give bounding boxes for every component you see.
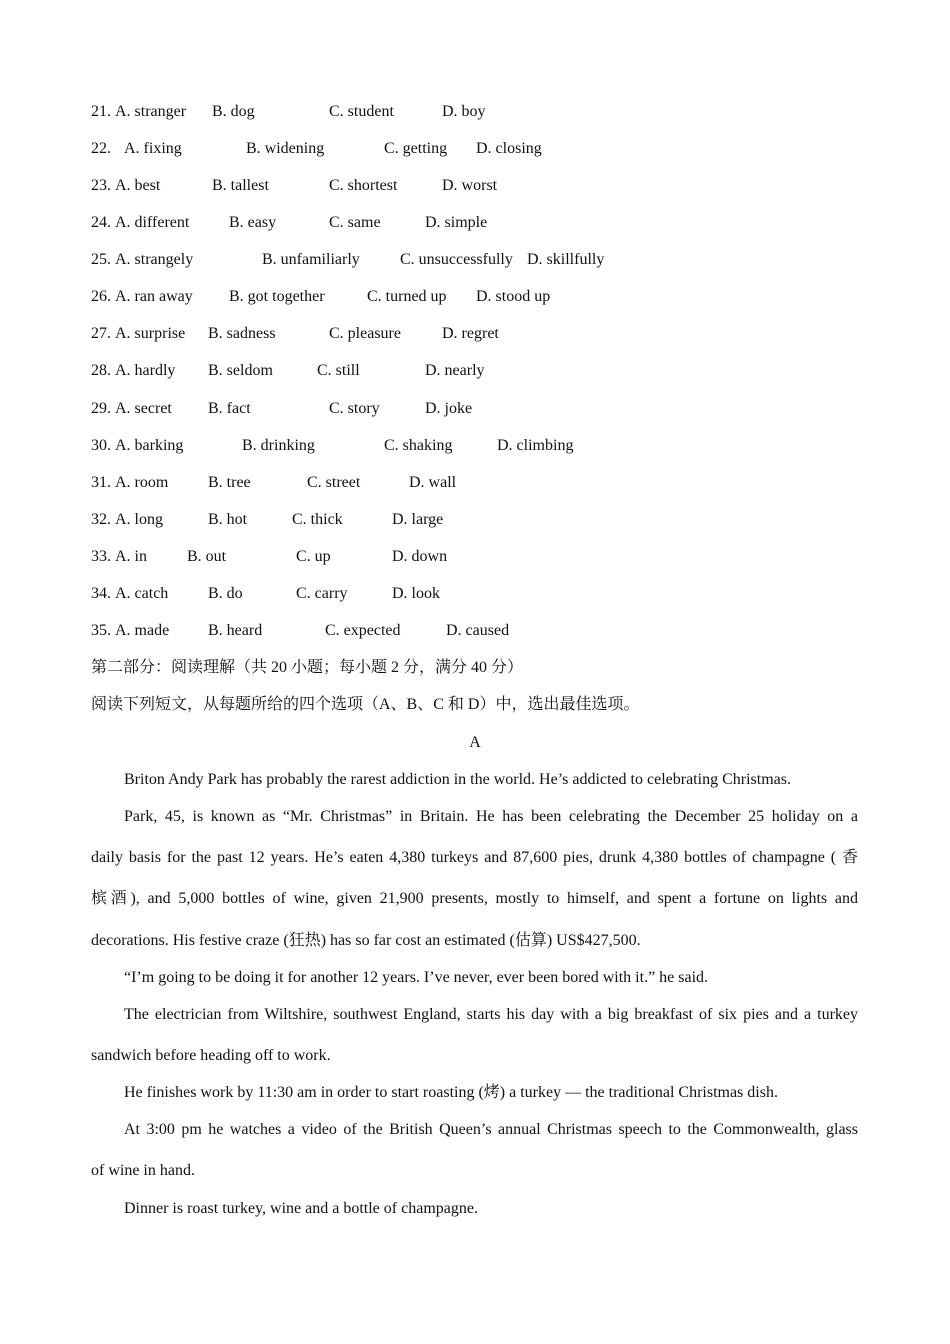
question-number: 28. (91, 362, 111, 380)
question-number: 32. (91, 510, 111, 528)
question-number: 25. (91, 251, 111, 269)
passage-paragraph-line: 槟酒), and 5,000 bottles of wine, given 21,900 presents, mostly to himself, and spent a fortune on lights and (91, 890, 858, 907)
option-a: A. catch (115, 584, 169, 602)
option-c: C. unsuccessfully (400, 251, 513, 269)
option-d: D. stood up (476, 288, 551, 306)
question-number: 22. (91, 140, 111, 158)
passage-paragraph: Park, 45, is known as “Mr. Christmas” in Britain. He has been celebrating the December 25 holiday on a (124, 808, 858, 825)
option-b: B. got together (229, 288, 325, 306)
option-d: D. large (392, 510, 444, 528)
question-number: 29. (91, 399, 111, 417)
option-d: D. down (392, 547, 448, 565)
question-number: 24. (91, 214, 111, 232)
option-d: D. climbing (497, 436, 574, 454)
passage-paragraph-line: decorations. His festive craze (狂热) has so far cost an estimated (估算) US$427,500. (91, 932, 641, 949)
option-a: A. long (115, 510, 163, 528)
question-row (91, 248, 871, 272)
question-row (91, 137, 871, 161)
passage-paragraph: Dinner is roast turkey, wine and a bottle of champagne. (124, 1200, 478, 1217)
question-row (91, 434, 871, 458)
option-c: C. turned up (367, 288, 447, 306)
passage-label: A (469, 734, 481, 751)
option-d: D. worst (442, 177, 498, 195)
question-number: 27. (91, 325, 111, 343)
question-row (91, 545, 871, 569)
passage-paragraph: Briton Andy Park has probably the rarest addiction in the world. He’s addicted to celebrating Christmas. (124, 771, 791, 788)
option-a: A. different (115, 214, 190, 232)
option-b: B. unfamiliarly (262, 251, 360, 269)
option-b: B. hot (208, 510, 248, 528)
option-d: D. nearly (425, 362, 485, 380)
question-number: 30. (91, 436, 111, 454)
option-c: C. story (329, 399, 380, 417)
option-c: C. still (317, 362, 360, 380)
question-number: 35. (91, 621, 111, 639)
option-a: A. strangely (115, 251, 194, 269)
question-number: 26. (91, 288, 111, 306)
option-b: B. fact (208, 399, 251, 417)
option-a: A. stranger (115, 103, 187, 120)
option-a: A. in (115, 547, 147, 565)
section-heading: 第二部分：阅读理解（共 20 小题；每小题 2 分，满分 40 分） (91, 659, 524, 676)
question-number: 34. (91, 584, 111, 602)
option-b: B. heard (208, 621, 263, 639)
question-number: 33. (91, 547, 111, 565)
option-b: B. drinking (242, 436, 315, 454)
option-d: D. joke (425, 399, 473, 417)
option-b: B. tree (208, 473, 251, 491)
passage-paragraph: He finishes work by 11:30 am in order to start roasting (烤) a turkey — the traditional Christmas dish. (124, 1084, 778, 1101)
option-b: B. out (187, 547, 227, 565)
option-c: C. street (307, 473, 361, 491)
option-d: D. regret (442, 325, 499, 343)
question-row (91, 359, 871, 383)
question-row (91, 582, 871, 606)
option-a: A. ran away (115, 288, 193, 306)
option-d: D. closing (476, 140, 542, 158)
passage-paragraph-line: sandwich before heading off to work. (91, 1047, 331, 1064)
option-c: C. expected (325, 621, 401, 639)
question-row (91, 619, 871, 643)
option-b: B. seldom (208, 362, 273, 380)
question-row (91, 471, 871, 495)
passage-paragraph: The electrician from Wiltshire, southwest England, starts his day with a big breakfast of six pies and a turkey (124, 1006, 858, 1023)
option-c: C. shortest (329, 177, 398, 195)
question-row (91, 508, 871, 532)
option-c: C. getting (384, 140, 448, 158)
question-row (91, 211, 871, 235)
option-b: B. easy (229, 214, 277, 232)
question-number: 31. (91, 473, 111, 491)
option-b: B. sadness (208, 325, 276, 343)
option-d: D. caused (446, 621, 510, 639)
option-c: C. thick (292, 510, 343, 528)
question-row (91, 285, 871, 309)
option-a: A. hardly (115, 362, 176, 380)
option-c: C. same (329, 214, 381, 232)
option-b: B. do (208, 584, 243, 602)
option-c: C. pleasure (329, 325, 401, 343)
option-a: A. made (115, 621, 170, 639)
passage-paragraph: At 3:00 pm he watches a video of the British Queen’s annual Christmas speech to the Commonwealth, glass (124, 1121, 858, 1138)
option-a: A. surprise (115, 325, 186, 343)
option-c: C. up (296, 547, 331, 565)
passage-paragraph: “I’m going to be doing it for another 12 years. I’ve never, ever been bored with it.” he said. (124, 969, 709, 986)
option-a: A. best (115, 177, 161, 195)
option-c: C. student (329, 103, 394, 120)
passage-paragraph-line: of wine in hand. (91, 1162, 195, 1179)
option-b: B. widening (246, 140, 325, 158)
question-number: 21. (91, 103, 111, 120)
option-b: B. tallest (212, 177, 269, 195)
question-number: 23. (91, 177, 111, 195)
passage-paragraph-line: daily basis for the past 12 years. He’s eaten 4,380 turkeys and 87,600 pies, drunk 4,380 bottles of champagne ( 香 (91, 849, 858, 866)
option-c: C. shaking (384, 436, 453, 454)
option-c: C. carry (296, 584, 348, 602)
option-d: D. simple (425, 214, 488, 232)
option-b: B. dog (212, 103, 255, 120)
option-d: D. wall (409, 473, 457, 491)
question-row (91, 397, 871, 421)
question-row (91, 100, 871, 124)
section-instruction: 阅读下列短文，从每题所给的四个选项（A、B、C 和 D）中，选出最佳选项。 (91, 696, 640, 713)
option-a: A. fixing (124, 140, 182, 158)
option-a: A. barking (115, 436, 184, 454)
option-a: A. room (115, 473, 169, 491)
option-a: A. secret (115, 399, 172, 417)
option-d: D. look (392, 584, 440, 602)
question-row (91, 174, 871, 198)
question-row (91, 322, 871, 346)
option-d: D. boy (442, 103, 486, 120)
option-d: D. skillfully (527, 251, 605, 269)
